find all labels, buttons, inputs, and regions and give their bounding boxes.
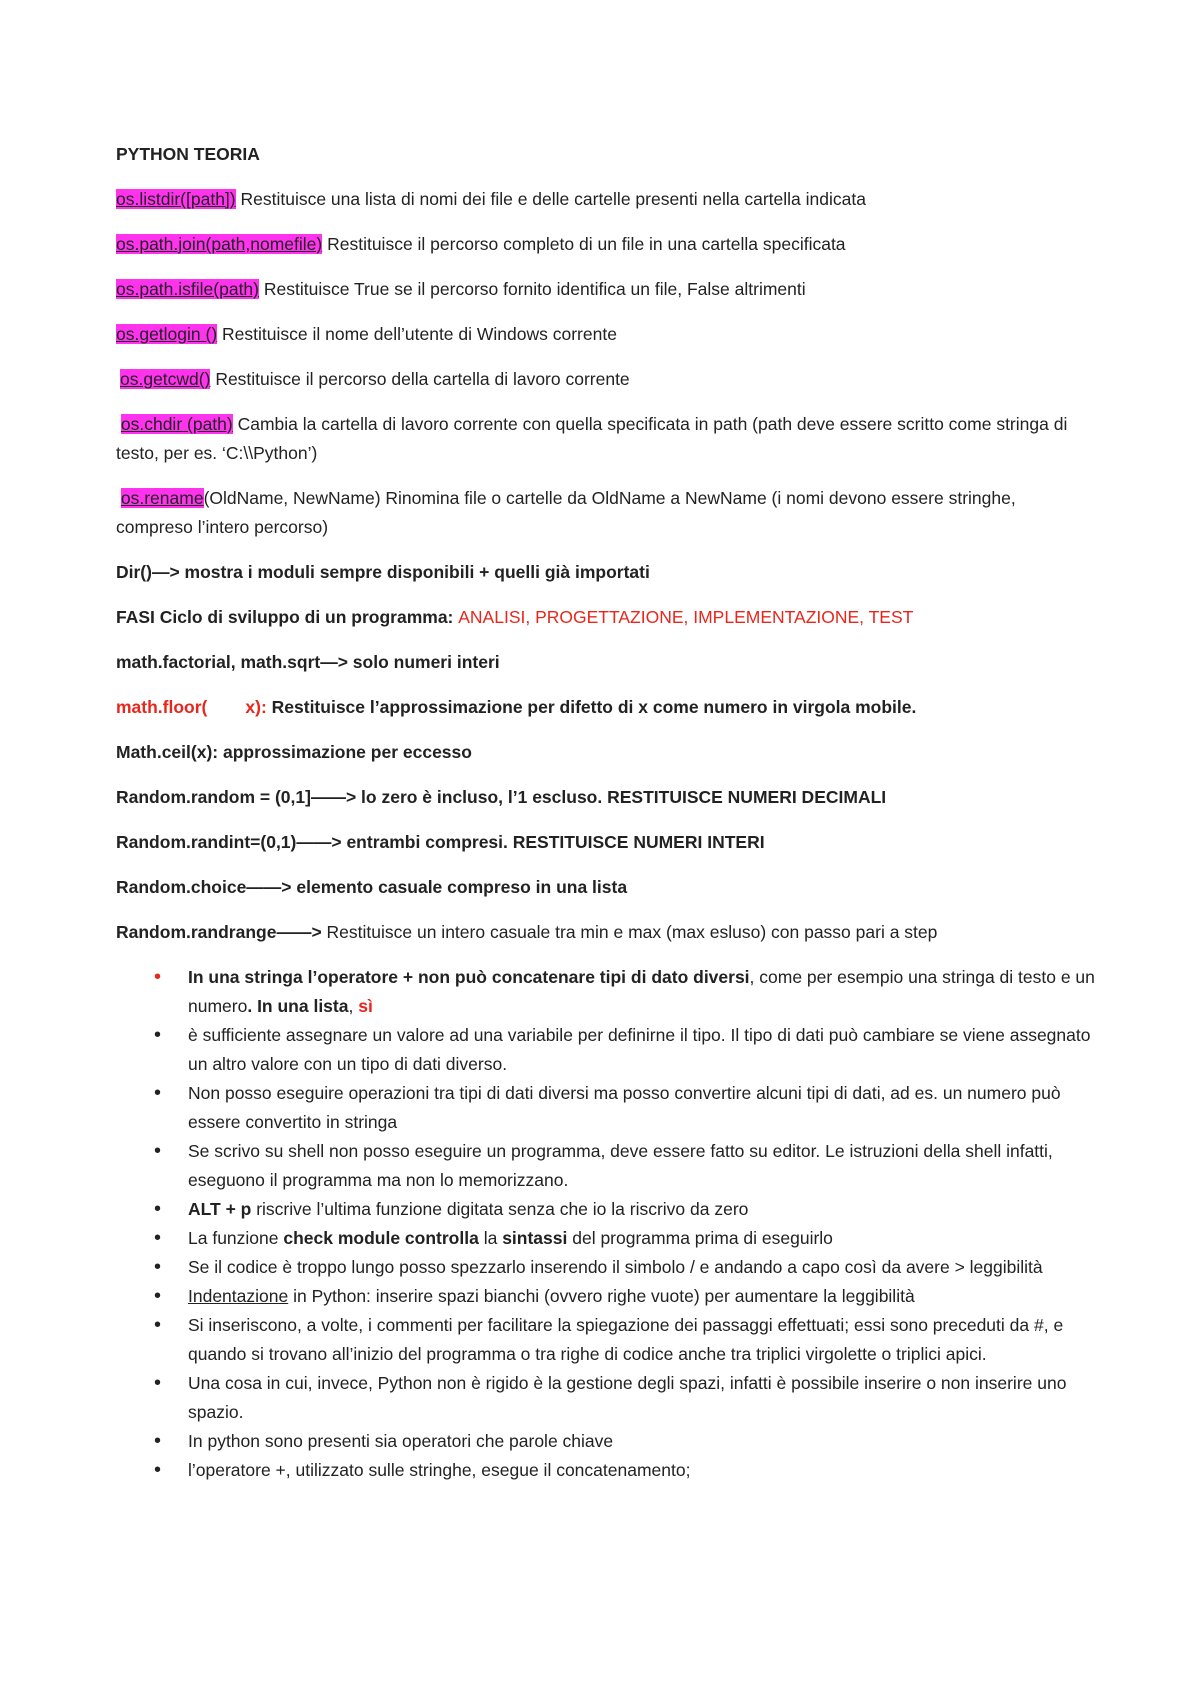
note-text: in Python: inserire spazi bianchi (ovvero righe vuote) per aumentare la leggibilità	[288, 1286, 915, 1306]
bullet-icon: •	[154, 1082, 162, 1104]
bullet-icon: •	[154, 1227, 162, 1249]
note-bold: In una stringa l’operatore + non può concatenare tipi di dato diversi	[188, 967, 750, 987]
os-rename-line	[116, 484, 1096, 542]
note-underline: Indentazione	[188, 1286, 289, 1306]
os-getcwd-desc: Restituisce il percorso della cartella di lavoro corrente	[210, 369, 630, 389]
os-path-isfile-line	[116, 275, 1096, 304]
os-path-join-desc: Restituisce il percorso completo di un file in una cartella specificata	[322, 234, 846, 254]
random-randrange-code: Random.randrange——>	[116, 922, 322, 942]
os-getlogin-line	[116, 320, 1096, 349]
list-item	[116, 1427, 1096, 1456]
document-page	[116, 140, 1096, 1485]
os-path-join-code: os.path.join(path,nomefile)	[116, 234, 323, 254]
os-chdir-desc: Cambia la cartella di lavoro corrente con quella specificata in path (path deve essere scritto come stringa di testo, per es. ‘C:\\Python’)	[116, 414, 1068, 463]
random-randrange-desc: Restituisce un intero casuale tra min e max (max esluso) con passo pari a step	[321, 922, 938, 942]
note-text: In python sono presenti sia operatori che parole chiave	[188, 1431, 614, 1451]
list-item	[116, 1079, 1096, 1137]
bullet-icon: •	[154, 1459, 162, 1481]
note-comma: ,	[348, 996, 359, 1016]
os-rename-desc: (OldName, NewName) Rinomina file o cartelle da OldName a NewName (i nomi devono essere stringhe, compreso l’intero percorso)	[116, 488, 1016, 537]
random-choice-line: Random.choice——> elemento casuale compreso in una lista	[116, 877, 628, 897]
math-ceil-line: Math.ceil(x): approssimazione per eccesso	[116, 742, 472, 762]
notes-list	[116, 963, 1096, 1485]
bullet-icon: •	[154, 1372, 162, 1394]
note-bold-2: . In una lista	[247, 996, 349, 1016]
fasi-line	[116, 603, 1096, 632]
note-bold-2: sintassi	[502, 1228, 568, 1248]
os-getcwd-line	[116, 365, 1096, 394]
bullet-icon: •	[154, 966, 162, 988]
list-item	[116, 1021, 1096, 1079]
note-text: , come per esempio una stringa di testo e un numero	[188, 967, 1095, 1016]
bullet-icon: •	[154, 1314, 162, 1336]
list-item	[116, 1282, 1096, 1311]
os-getlogin-desc: Restituisce il nome dell’utente di Windows corrente	[217, 324, 617, 344]
math-floor-desc: Restituisce l’approssimazione per difetto di x come numero in virgola mobile.	[266, 697, 917, 717]
list-item	[116, 1137, 1096, 1195]
os-chdir-code: os.chdir (path)	[120, 414, 233, 434]
fasi-value: ANALISI, PROGETTAZIONE, IMPLEMENTAZIONE, TEST	[458, 607, 914, 627]
list-item	[116, 1224, 1096, 1253]
os-getlogin-code: os.getlogin ()	[116, 324, 218, 344]
list-item	[116, 1456, 1096, 1485]
math-factorial-line: math.factorial, math.sqrt—> solo numeri interi	[116, 652, 500, 672]
note-text: Non posso eseguire operazioni tra tipi di dati diversi ma posso convertire alcuni tipi di dati, ad es. un numero può essere convertito in stringa	[188, 1083, 1061, 1132]
list-item	[116, 963, 1096, 1021]
note-text: La funzione	[188, 1228, 284, 1248]
bullet-icon: •	[154, 1024, 162, 1046]
document-title: PYTHON TEORIA	[116, 144, 260, 164]
os-chdir-line	[116, 410, 1096, 468]
os-rename-code: os.rename	[120, 488, 204, 508]
note-text: riscrive l’ultima funzione digitata senza che io la riscrivo da zero	[251, 1199, 749, 1219]
os-path-isfile-code: os.path.isfile(path)	[116, 279, 259, 299]
fasi-label: FASI Ciclo di sviluppo di un programma:	[116, 607, 459, 627]
bullet-icon: •	[154, 1285, 162, 1307]
bullet-icon: •	[154, 1430, 162, 1452]
os-listdir-line	[116, 185, 1096, 214]
os-listdir-desc: Restituisce una lista di nomi dei file e delle cartelle presenti nella cartella indicata	[235, 189, 866, 209]
os-path-isfile-desc: Restituisce True se il percorso fornito identifica un file, False altrimenti	[259, 279, 806, 299]
bullet-icon: •	[154, 1140, 162, 1162]
note-text: è sufficiente assegnare un valore ad una variabile per definirne il tipo. Il tipo di dati può cambiare se viene assegnato un altro valore con un tipo di dati diverso.	[188, 1025, 1091, 1074]
note-text: Se scrivo su shell non posso eseguire un programma, deve essere fatto su editor. Le istruzioni della shell infatti, eseguono il programma ma non lo memorizzano.	[188, 1141, 1053, 1190]
note-red: sì	[358, 996, 373, 1016]
list-item	[116, 1253, 1096, 1282]
os-listdir-code: os.listdir([path])	[116, 189, 236, 209]
note-text-3: del programma prima di eseguirlo	[567, 1228, 833, 1248]
note-text: Si inseriscono, a volte, i commenti per facilitare la spiegazione dei passaggi effettuati; essi sono preceduti da #, e quando si trovano all’inizio del programma o tra righe di codice anche tra triplici virgolette o triplici apici.	[188, 1315, 1064, 1364]
bullet-icon: •	[154, 1256, 162, 1278]
math-floor-code-a: math.floor(	[116, 697, 208, 717]
note-bold: check module controlla	[283, 1228, 479, 1248]
math-floor-line	[116, 693, 1096, 722]
os-getcwd-code: os.getcwd()	[120, 369, 211, 389]
note-bold: ALT + p	[188, 1199, 252, 1219]
math-floor-code-b: x):	[245, 697, 267, 717]
bullet-icon: •	[154, 1198, 162, 1220]
random-randrange-line	[116, 918, 1096, 947]
os-path-join-line	[116, 230, 1096, 259]
note-text-2: la	[478, 1228, 503, 1248]
random-random-line: Random.random = (0,1]——> lo zero è incluso, l’1 escluso. RESTITUISCE NUMERI DECIMALI	[116, 787, 887, 807]
list-item	[116, 1195, 1096, 1224]
note-text: Una cosa in cui, invece, Python non è rigido è la gestione degli spazi, infatti è possibile inserire o non inserire uno spazio.	[188, 1373, 1067, 1422]
dir-line: Dir()—> mostra i moduli sempre disponibili + quelli già importati	[116, 562, 650, 582]
note-text: Se il codice è troppo lungo posso spezzarlo inserendo il simbolo / e andando a capo così da avere > leggibilità	[188, 1257, 1043, 1277]
note-text: l’operatore +, utilizzato sulle stringhe, esegue il concatenamento;	[188, 1460, 691, 1480]
list-item	[116, 1369, 1096, 1427]
random-randint-line: Random.randint=(0,1)——> entrambi compresi. RESTITUISCE NUMERI INTERI	[116, 832, 765, 852]
list-item	[116, 1311, 1096, 1369]
